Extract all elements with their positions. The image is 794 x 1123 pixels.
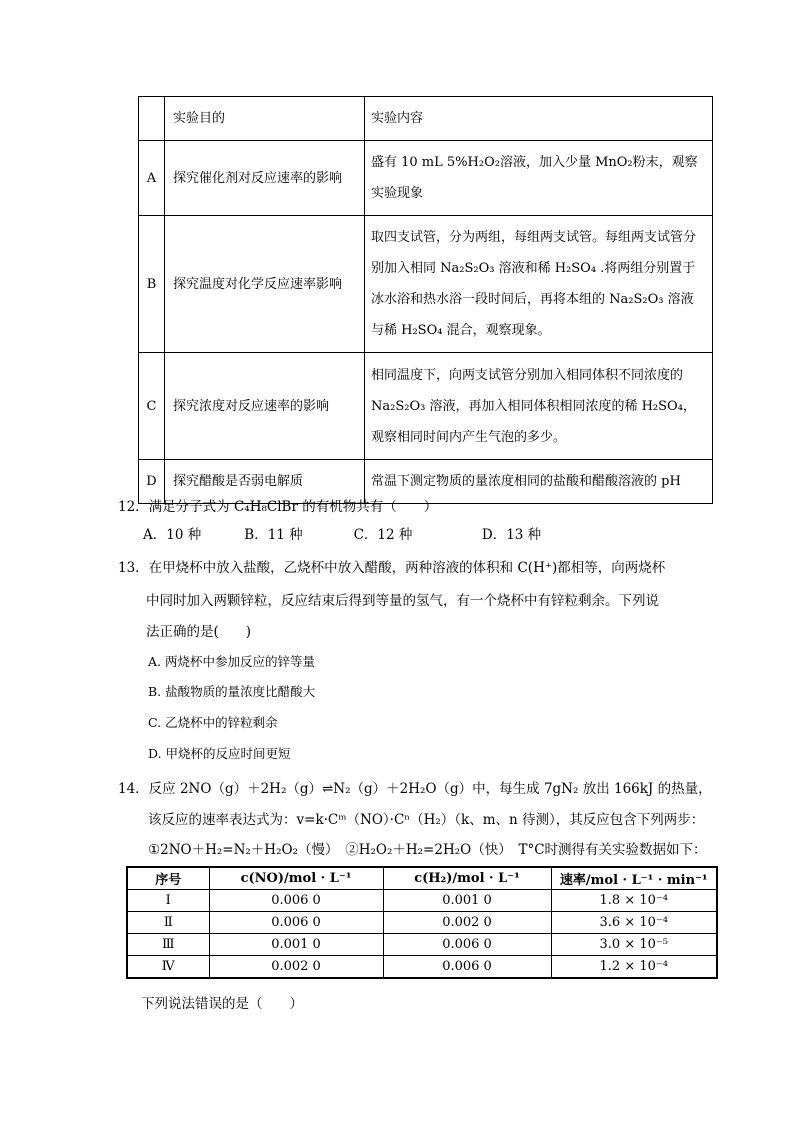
row-label: A bbox=[139, 141, 165, 216]
cell-h2: 0.006 0 bbox=[383, 956, 551, 979]
table-header-row bbox=[139, 97, 713, 141]
cell-rate: 1.2 × 10⁻⁴ bbox=[551, 956, 717, 979]
q13-line-2: 中同时加入两颗锌粒，反应结束后得到等量的氢气，有一个烧杯中有锌粒剩余。下列说 bbox=[146, 593, 659, 609]
table-row bbox=[139, 141, 713, 216]
header-cell bbox=[139, 97, 165, 141]
experiment-table bbox=[138, 96, 713, 504]
q12-stem: 12．满足分子式为 C₄H₈ClBr 的有机物共有（ ） bbox=[118, 499, 438, 515]
q12-option-c: C．12 种 bbox=[353, 527, 413, 543]
cell-h2: 0.002 0 bbox=[383, 912, 551, 934]
header-cell: c(NO)/mol · L⁻¹ bbox=[209, 867, 383, 890]
row-label: C bbox=[139, 353, 165, 460]
row-purpose: 探究醋酸是否弱电解质 bbox=[165, 460, 365, 504]
cell-h2: 0.001 0 bbox=[383, 890, 551, 912]
cell-rate: 3.0 × 10⁻⁵ bbox=[551, 934, 717, 956]
row-label: D bbox=[139, 460, 165, 504]
cell-no: 0.001 0 bbox=[209, 934, 383, 956]
cell-no: 0.002 0 bbox=[209, 956, 383, 979]
table-row bbox=[127, 890, 717, 912]
q12-option-a: A．10 种 bbox=[143, 527, 202, 543]
cell-no: 0.006 0 bbox=[209, 890, 383, 912]
q14-line-3: ①2NO＋H₂=N₂＋H₂O₂（慢） ②H₂O₂＋H₂=2H₂O（快） T°C时测得有关实验数据如下： bbox=[148, 842, 707, 858]
table-row bbox=[127, 934, 717, 956]
cell-index: Ⅱ bbox=[127, 912, 209, 934]
table-row bbox=[127, 956, 717, 979]
row-label: B bbox=[139, 216, 165, 353]
q13-line-1: 13．在甲烧杯中放入盐酸，乙烧杯中放入醋酸，两种溶液的体积和 C(H⁺)都相等，向两烧杯 bbox=[118, 560, 666, 576]
header-cell: 实验内容 bbox=[365, 97, 713, 141]
q13-option-d: D. 甲烧杯的反应时间更短 bbox=[148, 746, 291, 761]
cell-rate: 3.6 × 10⁻⁴ bbox=[551, 912, 717, 934]
q14-line-1: 14．反应 2NO（g）＋2H₂（g）⇌N₂（g）＋2H₂O（g）中，每生成 7gN₂ 放出 166kJ 的热量， bbox=[118, 781, 712, 797]
cell-no: 0.006 0 bbox=[209, 912, 383, 934]
q14-tail: 下列说法错误的是（ ） bbox=[141, 996, 303, 1012]
row-purpose: 探究温度对化学反应速率影响 bbox=[165, 216, 365, 353]
row-purpose: 探究浓度对反应速率的影响 bbox=[165, 353, 365, 460]
cell-rate: 1.8 × 10⁻⁴ bbox=[551, 890, 717, 912]
table-row bbox=[139, 353, 713, 460]
table-row bbox=[139, 216, 713, 353]
q13-line-3: 法正确的是( ) bbox=[146, 624, 252, 640]
row-content: 相同温度下，向两支试管分别加入相同体积不同浓度的 Na₂S₂O₃ 溶液，再加入相同体积相同浓度的稀 H₂SO₄，观察相同时间内产生气泡的多少。 bbox=[365, 353, 713, 460]
q12-option-d: D．13 种 bbox=[481, 527, 542, 543]
q13-option-c: C. 乙烧杯中的锌粒剩余 bbox=[148, 715, 278, 730]
row-content: 常温下测定物质的量浓度相同的盐酸和醋酸溶液的 pH bbox=[365, 460, 713, 504]
cell-h2: 0.006 0 bbox=[383, 934, 551, 956]
q14-line-2: 该反应的速率表达式为：v=k·Cᵐ（NO）·Cⁿ（H₂）（k、m、n 待测），其反应包含下列两步： bbox=[148, 812, 705, 828]
table-row bbox=[127, 912, 717, 934]
header-cell: 实验目的 bbox=[165, 97, 365, 141]
row-content: 盛有 10 mL 5%H₂O₂溶液，加入少量 MnO₂粉末，观察实验现象 bbox=[365, 141, 713, 216]
q12-options bbox=[143, 523, 541, 543]
cell-index: Ⅲ bbox=[127, 934, 209, 956]
header-cell: 速率/mol · L⁻¹ · min⁻¹ bbox=[551, 867, 717, 890]
cell-index: Ⅰ bbox=[127, 890, 209, 912]
q13-option-a: A. 两烧杯中参加反应的锌等量 bbox=[148, 654, 315, 669]
header-cell: 序号 bbox=[127, 867, 209, 890]
q13-option-b: B. 盐酸物质的量浓度比醋酸大 bbox=[148, 684, 316, 699]
table-header-row bbox=[127, 867, 717, 890]
header-cell: c(H₂)/mol · L⁻¹ bbox=[383, 867, 551, 890]
rate-data-table bbox=[126, 866, 718, 979]
row-purpose: 探究催化剂对反应速率的影响 bbox=[165, 141, 365, 216]
row-content: 取四支试管，分为两组，每组两支试管。每组两支试管分别加入相同 Na₂S₂O₃ 溶液和稀 H₂SO₄ .将两组分别置于冰水浴和热水浴一段时间后，再将本组的 Na₂S₂O₃ 溶液与稀 H₂SO₄ 混合，观察现象。 bbox=[365, 216, 713, 353]
q12-option-b: B．11 种 bbox=[244, 527, 303, 543]
cell-index: Ⅳ bbox=[127, 956, 209, 979]
